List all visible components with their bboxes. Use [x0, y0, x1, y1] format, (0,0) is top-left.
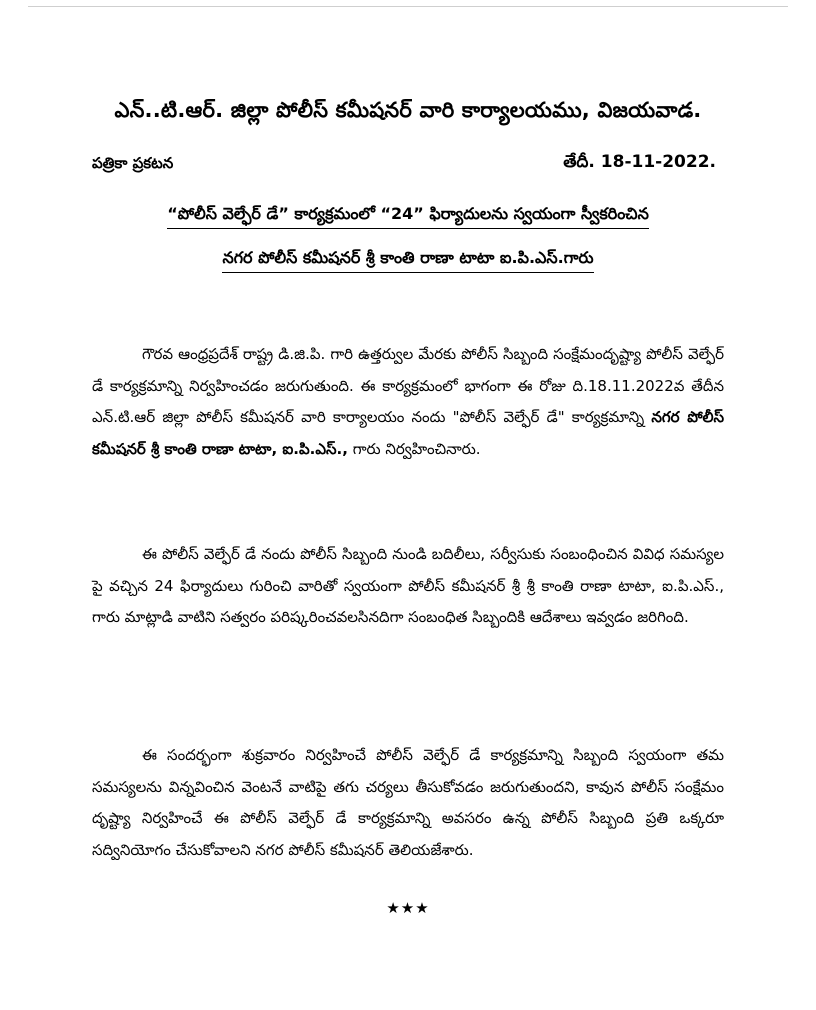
subheading-line-1 [60, 204, 756, 227]
paragraph-1 [92, 339, 724, 465]
paragraph-2: ఈ పోలీస్ వెల్ఫేర్ డే నందు పోలీస్ సిబ్బంది నుండి బదిలీలు, సర్వీసుకు సంబంధించిన వివిధ సమస్యల పై వచ్చిన 24 ఫిర్యాదులు గురించి వారితో స్వయంగా పోలీస్ కమీషనర్ శ్రీ శ్రీ కాంతి రాణా టాటా, ఐ.పి.ఎస్., గారు మాట్లాడి వాటిని సత్వరం పరిష్కరించవలసినదిగా సంబంధిత సిబ్బందికి ఆదేశాలు ఇవ్వడం జరిగింది. [92, 545, 724, 626]
paragraph-3: ఈ సందర్భంగా శుక్రవారం నిర్వహించే పోలీస్ వెల్ఫేర్ డే కార్యక్రమాన్ని సిబ్బంది స్వయంగా తమ సమస్యలను విన్నవించిన వెంటనే వాటిపై తగు చర్యలు తీసుకోవడం జరుగుతుందని, కావున పోలీస్ సంక్షేమం దృష్ట్యా నిర్వహించే ఈ పోలీస్ వెల్ఫేర్ డే కార్యక్రమాన్ని అవసరం ఉన్న పోలీస్ సిబ్బంది ప్రతి ఒక్కరూ సద్వినియోగం చేసుకోవాలని నగర పోలీస్ కమీషనర్ తెలియజేశారు. [92, 746, 724, 859]
press-release-label: పత్రికా ప్రకటన [92, 154, 174, 172]
office-heading: ఎన్..టి.ఆర్. జిల్లా పోలీస్ కమీషనర్ వారి కార్యాలయము, విజయవాడ. [114, 98, 702, 122]
subheading-line-2-text: నగర పోలీస్ కమీషనర్ శ్రీ కాంతి రాణా టాటా ఐ.పి.ఎస్.గారు [222, 248, 593, 273]
release-date: తేదీ. 18-11-2022. [563, 152, 716, 172]
subheading-line-1-text: “పోలీస్ వెల్ఫేర్ డే” కార్యక్రమంలో “24” ఫిర్యాదులను స్వయంగా స్వీకరించిన [167, 204, 649, 229]
end-stars-mark: ★★★ [386, 899, 430, 917]
paragraph-1-text-b: గారు నిర్వహించినారు. [347, 439, 481, 458]
paragraph-1-bold-name: నగర పోలీస్ కమీషనర్ శ్రీ కాంతి రాణా టాటా, ఐ.పి.ఎస్., [92, 408, 724, 458]
subheading-line-2 [60, 248, 756, 271]
paragraph-1-text-a: గౌరవ ఆంధ్రప్రదేశ్ రాష్ట్ర డి.జి.పి. గారి ఉత్తర్వుల మేరకు పోలీస్ సిబ్బంది సంక్షేమందృష్ట్యా పోలీస్ వెల్ఫేర్ డే కార్యక్రమాన్ని నిర్వహించడం జరుగుతుంది. ఈ కార్యక్రమంలో భాగంగా ఈ రోజు ది.18.11.2022వ తేదీన ఎన్.టి.ఆర్ జిల్లా పోలీస్ కమీషనర్ వారి కార్యాలయం నందు "పోలీస్ వెల్ఫేర్ డే" కార్యక్రమాన్ని [92, 345, 724, 426]
top-divider [28, 6, 788, 7]
